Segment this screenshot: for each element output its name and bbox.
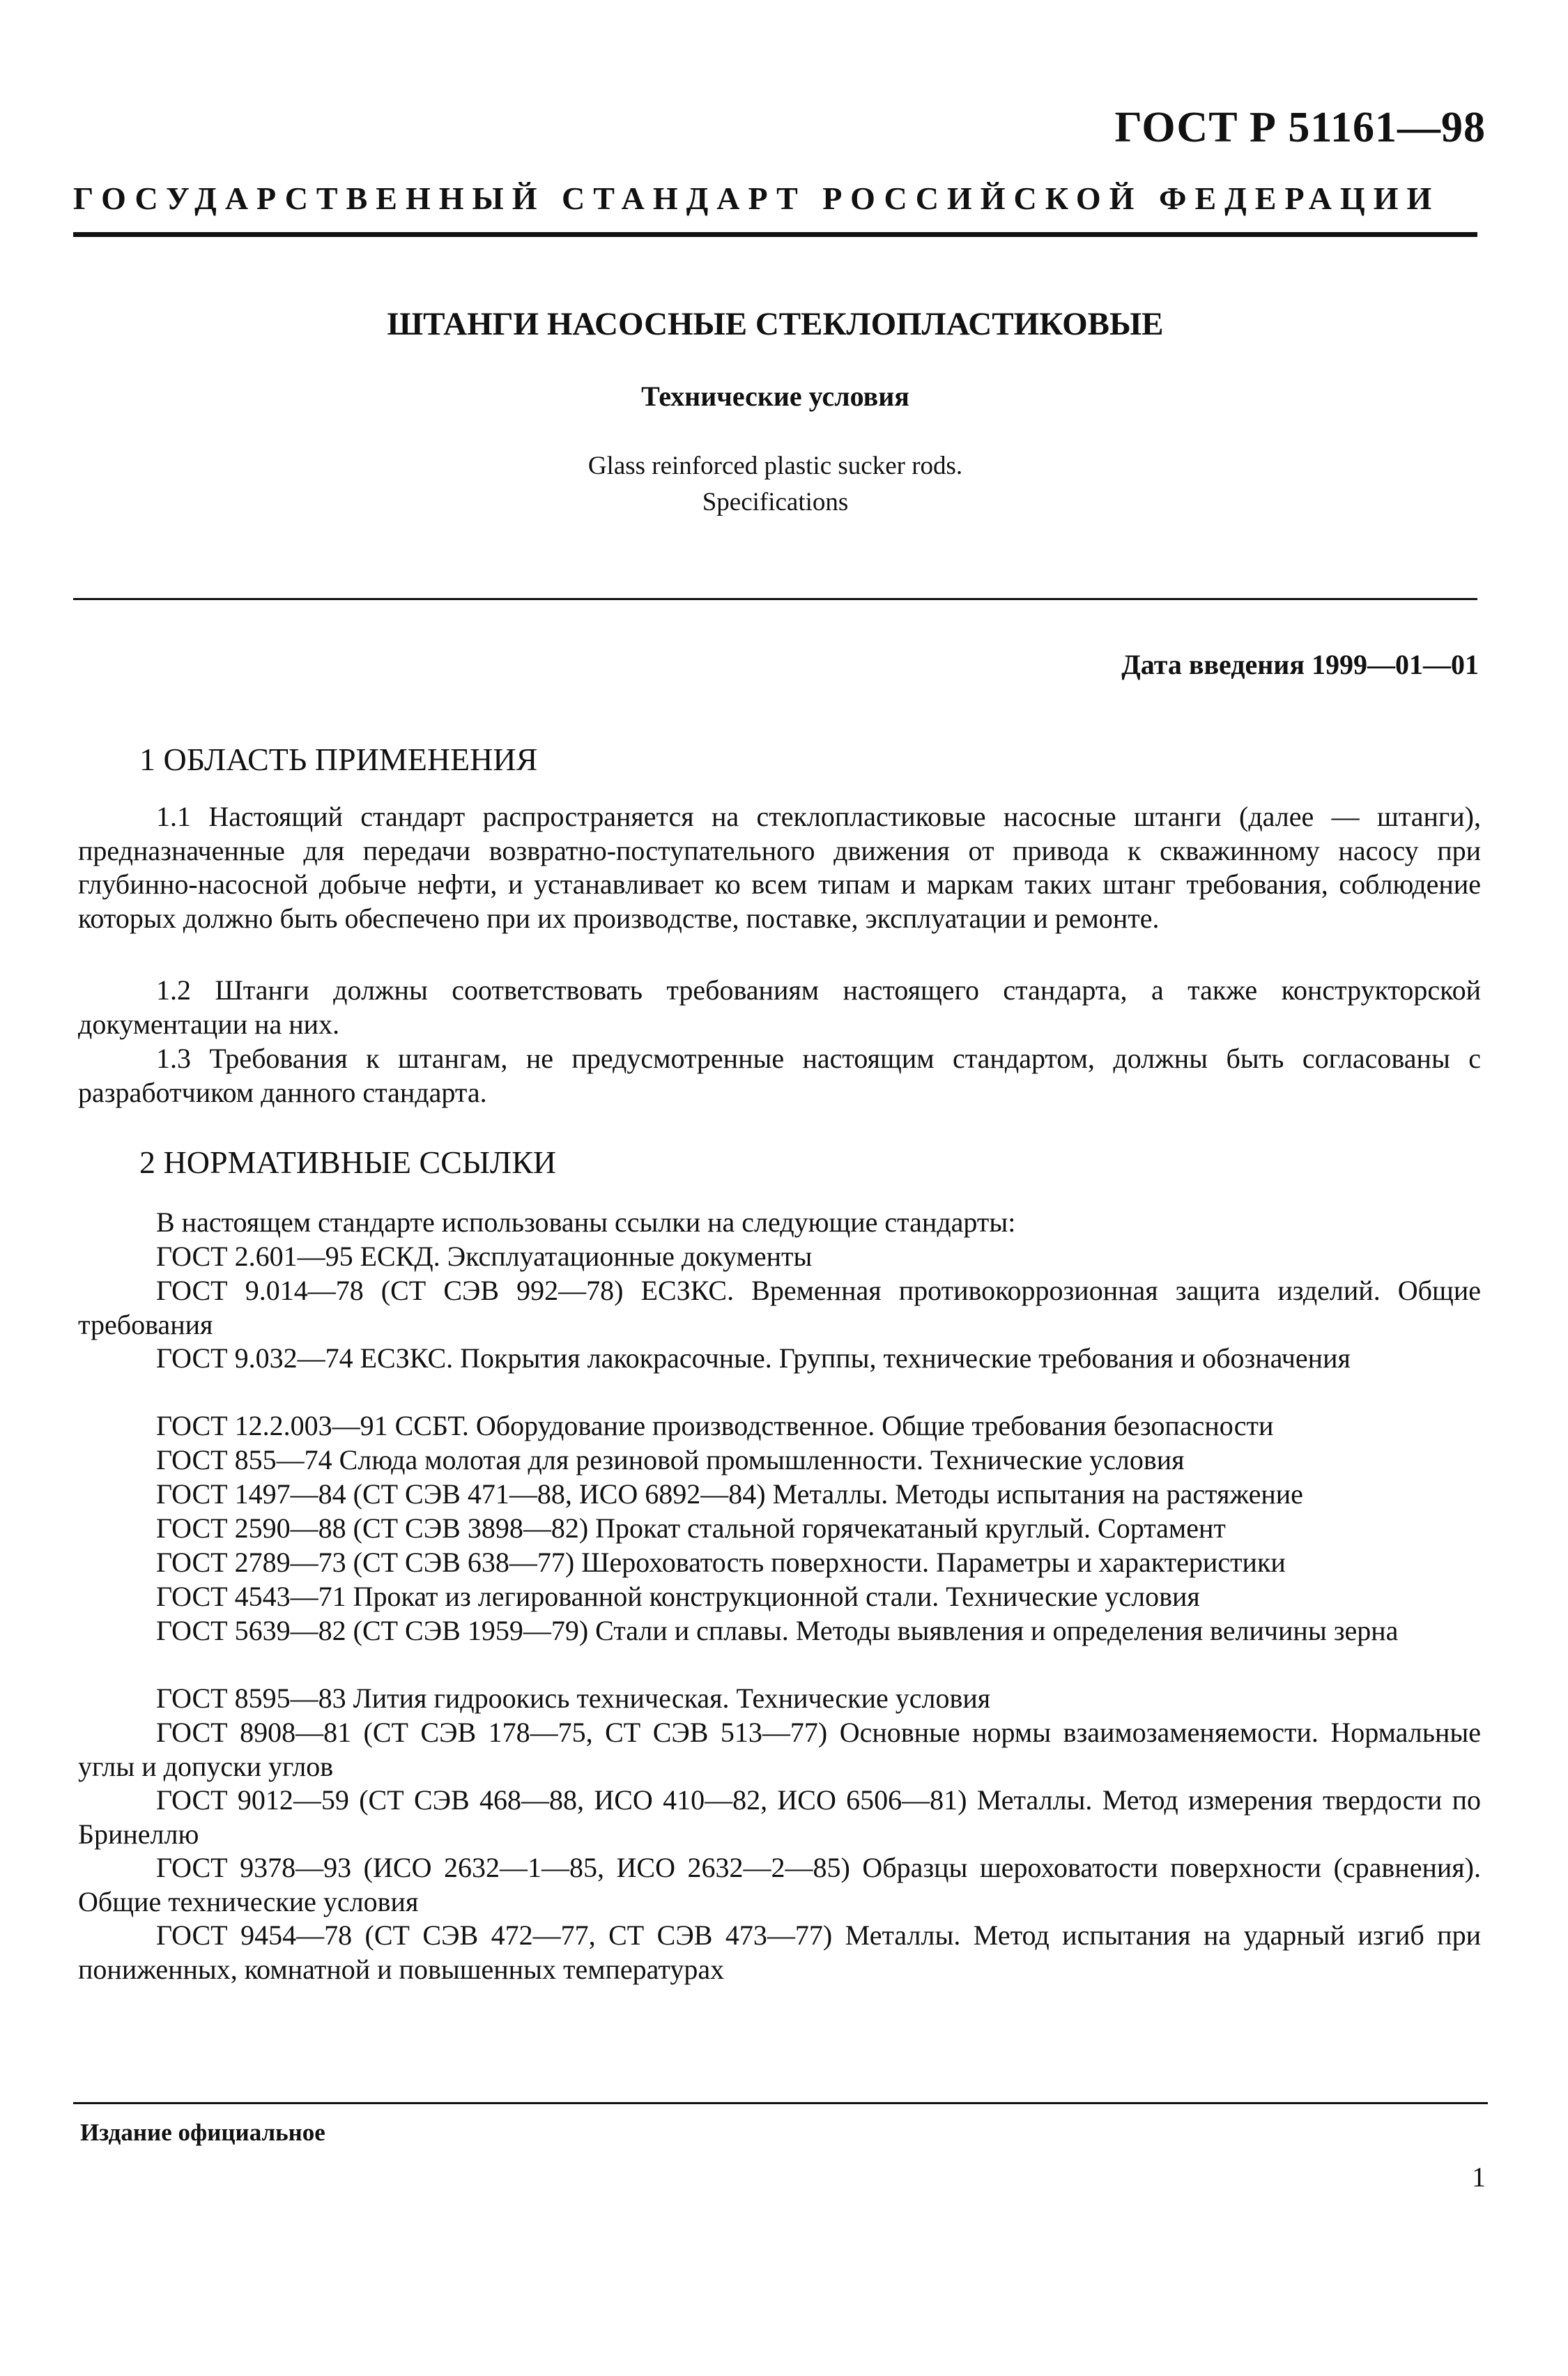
reference-item <box>78 1784 1481 1851</box>
reference-text: ГОСТ 855—74 Слюда молотая для резиновой промышленности. Технические условия <box>156 1444 1185 1476</box>
reference-text: ГОСТ 9378—93 (ИСО 2632—1—85, ИСО 2632—2—85) Образцы шероховатости поверхности (сравнения). Общие технические условия <box>78 1852 1481 1917</box>
reference-item <box>78 1919 1481 1986</box>
reference-item <box>78 1409 1481 1443</box>
reference-text: ГОСТ 5639—82 (СТ СЭВ 1959—79) Стали и сплавы. Методы выявления и определения величины зерна <box>156 1615 1399 1646</box>
section-2-heading: 2 НОРМАТИВНЫЕ ССЫЛКИ <box>139 1144 557 1180</box>
reference-text: ГОСТ 2.601—95 ЕСКД. Эксплуатационные документы <box>156 1241 813 1272</box>
paragraph-1-3 <box>78 1042 1481 1110</box>
reference-item <box>78 1716 1481 1784</box>
reference-item <box>78 1546 1481 1580</box>
reference-text: ГОСТ 9.014—78 (СТ СЭВ 992—78) ЕСЗКС. Временная противокоррозионная защита изделий. Общие требования <box>78 1275 1481 1340</box>
paragraph-1-1 <box>78 800 1481 935</box>
reference-item <box>78 1682 1481 1716</box>
introduction-date: Дата введения 1999—01—01 <box>1121 649 1479 680</box>
document-title: ШТАНГИ НАСОСНЫЕ СТЕКЛОПЛАСТИКОВЫЕ <box>387 306 1164 342</box>
reference-text: ГОСТ 2590—88 (СТ СЭВ 3898—82) Прокат стальной горячекатаный круглый. Сортамент <box>156 1512 1226 1544</box>
paragraph-1-2-text: 1.2 Штанги должны соответствовать требованиям настоящего стандарта, а также конструкторской документации на них. <box>78 974 1481 1040</box>
reference-item <box>78 1512 1481 1546</box>
section-1-heading: 1 ОБЛАСТЬ ПРИМЕНЕНИЯ <box>139 742 538 777</box>
paragraph-1-2 <box>78 974 1481 1041</box>
reference-item <box>78 1478 1481 1512</box>
reference-text: ГОСТ 1497—84 (СТ СЭВ 471—88, ИСО 6892—84) Металлы. Методы испытания на растяжение <box>156 1478 1303 1510</box>
reference-item <box>78 1851 1481 1919</box>
page-number: 1 <box>1472 2161 1486 2193</box>
reference-text: ГОСТ 4543—71 Прокат из легированной конструкционной стали. Технические условия <box>156 1581 1200 1612</box>
english-title <box>73 448 1477 521</box>
reference-item <box>78 1443 1481 1478</box>
reference-item <box>78 1240 1481 1274</box>
reference-text: ГОСТ 8595—83 Лития гидроокись техническая. Технические условия <box>156 1683 991 1714</box>
references-intro <box>78 1206 1481 1240</box>
paragraph-1-1-text: 1.1 Настоящий стандарт распространяется на стеклопластиковые насосные штанги (далее — штанги), предназначенные для передачи возвратно-поступательного движения от привода к скважинному насосу при глубинно-насосной добыче нефти, и устанавливает ко всем типам и маркам таких штанг требования, соблюдение которых должно быть обеспечено при их производстве, поставке, эксплуатации и ремонте. <box>78 801 1481 934</box>
reference-item <box>78 1274 1481 1342</box>
document-number: ГОСТ Р 51161—98 <box>1114 104 1486 151</box>
official-edition-label: Издание официальное <box>80 2119 325 2146</box>
references-intro-text: В настоящем стандарте использованы ссылки на следующие стандарты: <box>156 1206 1016 1238</box>
english-title-line-2: Specifications <box>702 488 849 516</box>
footer-divider <box>73 2102 1488 2104</box>
reference-item <box>78 1342 1481 1376</box>
document-subtitle: Технические условия <box>641 381 909 412</box>
reference-item <box>78 1580 1481 1614</box>
reference-item <box>78 1614 1481 1648</box>
paragraph-1-3-text: 1.3 Требования к штангам, не предусмотренные настоящим стандартом, должны быть согласованы с разработчиком данного стандарта. <box>78 1043 1481 1108</box>
reference-text: ГОСТ 9012—59 (СТ СЭВ 468—88, ИСО 410—82, ИСО 6506—81) Металлы. Метод измерения твердости по Бринеллю <box>78 1784 1481 1850</box>
reference-text: ГОСТ 8908—81 (СТ СЭВ 178—75, СТ СЭВ 513—77) Основные нормы взаимозаменяемости. Нормальные углы и допуски углов <box>78 1717 1481 1782</box>
header-divider <box>73 232 1477 237</box>
reference-text: ГОСТ 9.032—74 ЕСЗКС. Покрытия лакокрасочные. Группы, технические требования и обозначения <box>156 1342 1351 1374</box>
reference-text: ГОСТ 9454—78 (СТ СЭВ 472—77, СТ СЭВ 473—77) Металлы. Метод испытания на ударный изгиб при пониженных, комнатной и повышенных температурах <box>78 1919 1481 1985</box>
reference-text: ГОСТ 12.2.003—91 ССБТ. Оборудование производственное. Общие требования безопасности <box>156 1410 1274 1441</box>
state-standard-banner: ГОСУДАРСТВЕННЫЙ СТАНДАРТ РОССИЙСКОЙ ФЕДЕРАЦИИ <box>73 181 1440 216</box>
reference-text: ГОСТ 2789—73 (СТ СЭВ 638—77) Шероховатость поверхности. Параметры и характеристики <box>156 1547 1286 1578</box>
title-divider <box>73 598 1477 600</box>
english-title-line-1: Glass reinforced plastic sucker rods. <box>587 452 963 480</box>
